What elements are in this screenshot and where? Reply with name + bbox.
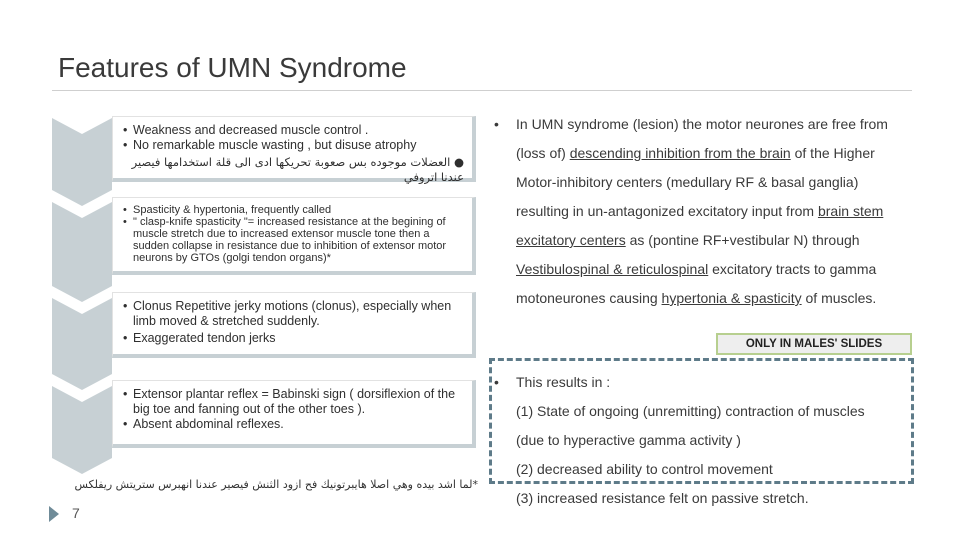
- title-divider: [52, 90, 912, 91]
- results-section: [494, 368, 924, 513]
- text-run: of muscles.: [805, 290, 877, 306]
- mechanism-paragraph: [494, 110, 914, 313]
- text-run: excitatory tracts to gamma motoneurones causing: [516, 261, 877, 306]
- bullet-icon: •: [494, 374, 499, 390]
- page-marker-icon: [49, 506, 59, 522]
- feature-card-clonus: [112, 292, 476, 358]
- list-item: • Weakness and decreased muscle control .: [121, 123, 464, 138]
- list-item: • Absent abdominal reflexes.: [121, 417, 464, 432]
- arabic-footnote: *لما اشد بيده وهي اصلا هايبرتونيك فح ازود الثنش فيصير عندنا انهبرس ستريتش ريفلكس: [74, 478, 478, 491]
- chevron-shape-4: [52, 386, 112, 474]
- result-item: (1) State of ongoing (unremitting) contraction of muscles: [516, 403, 865, 419]
- underlined-term: descending inhibition from the brain: [569, 145, 791, 161]
- list-item: • Spasticity & hypertonia, frequently called: [121, 204, 464, 216]
- list-item: • Clonus Repetitive jerky motions (clonus), especially when limb moved & stretched suddenly.: [121, 299, 464, 329]
- underlined-term: hypertonia & spasticity: [661, 290, 802, 306]
- text-run: of the Higher Motor-inhibitory centers (medullary RF & basal ganglia) resulting in un-antagonized excitatory input from: [516, 145, 875, 219]
- text-run: This results in :: [516, 374, 611, 390]
- results-intro: [494, 368, 924, 397]
- chevron-shape-2: [52, 202, 112, 302]
- feature-card-weakness: [112, 116, 476, 182]
- males-slides-badge: ONLY IN MALES' SLIDES: [716, 333, 912, 355]
- page-number: 7: [72, 505, 80, 521]
- text-run: as (pontine RF+vestibular N) through: [629, 232, 860, 248]
- feature-card-spasticity: [112, 197, 476, 275]
- slide-title: Features of UMN Syndrome: [58, 52, 407, 83]
- text-run: In UMN syndrome (lesion) the motor neurones are free from (loss of): [516, 116, 888, 161]
- result-item: (2) decreased ability to control movement: [516, 461, 773, 477]
- chevron-strip: [52, 118, 112, 478]
- list-item: • No remarkable muscle wasting , but disuse atrophy: [121, 138, 464, 153]
- result-item: (3) increased resistance felt on passive stretch.: [516, 490, 809, 506]
- arabic-comment: ● العضلات موجوده بس صعوبة تحريكها ادى الى قلة استخدامها فيصير عندنا اتروفي: [131, 155, 464, 184]
- chevron-shape-1: [52, 118, 112, 206]
- list-item: • Exaggerated tendon jerks: [121, 331, 464, 346]
- result-item: (due to hyperactive gamma activity ): [516, 432, 741, 448]
- underlined-term: Vestibulospinal & reticulospinal: [516, 261, 709, 277]
- underlined-term: brain stem excitatory centers: [516, 203, 884, 248]
- list-item: • " clasp-knife spasticity "= increased resistance at the begining of muscle stretch due to increased extensor muscle tone then a sudden collapse in resistance due to inhibition of extensor motor neurons by GTOs (golgi tendon organs)*: [121, 216, 464, 264]
- chevron-shape-3: [52, 298, 112, 390]
- bullet-icon: •: [494, 116, 499, 132]
- explanation-column: [494, 110, 914, 313]
- feature-card-babinski: [112, 380, 476, 448]
- list-item: • Extensor plantar reflex = Babinski sign ( dorsiflexion of the big toe and fanning out of the other toes ).: [121, 387, 464, 417]
